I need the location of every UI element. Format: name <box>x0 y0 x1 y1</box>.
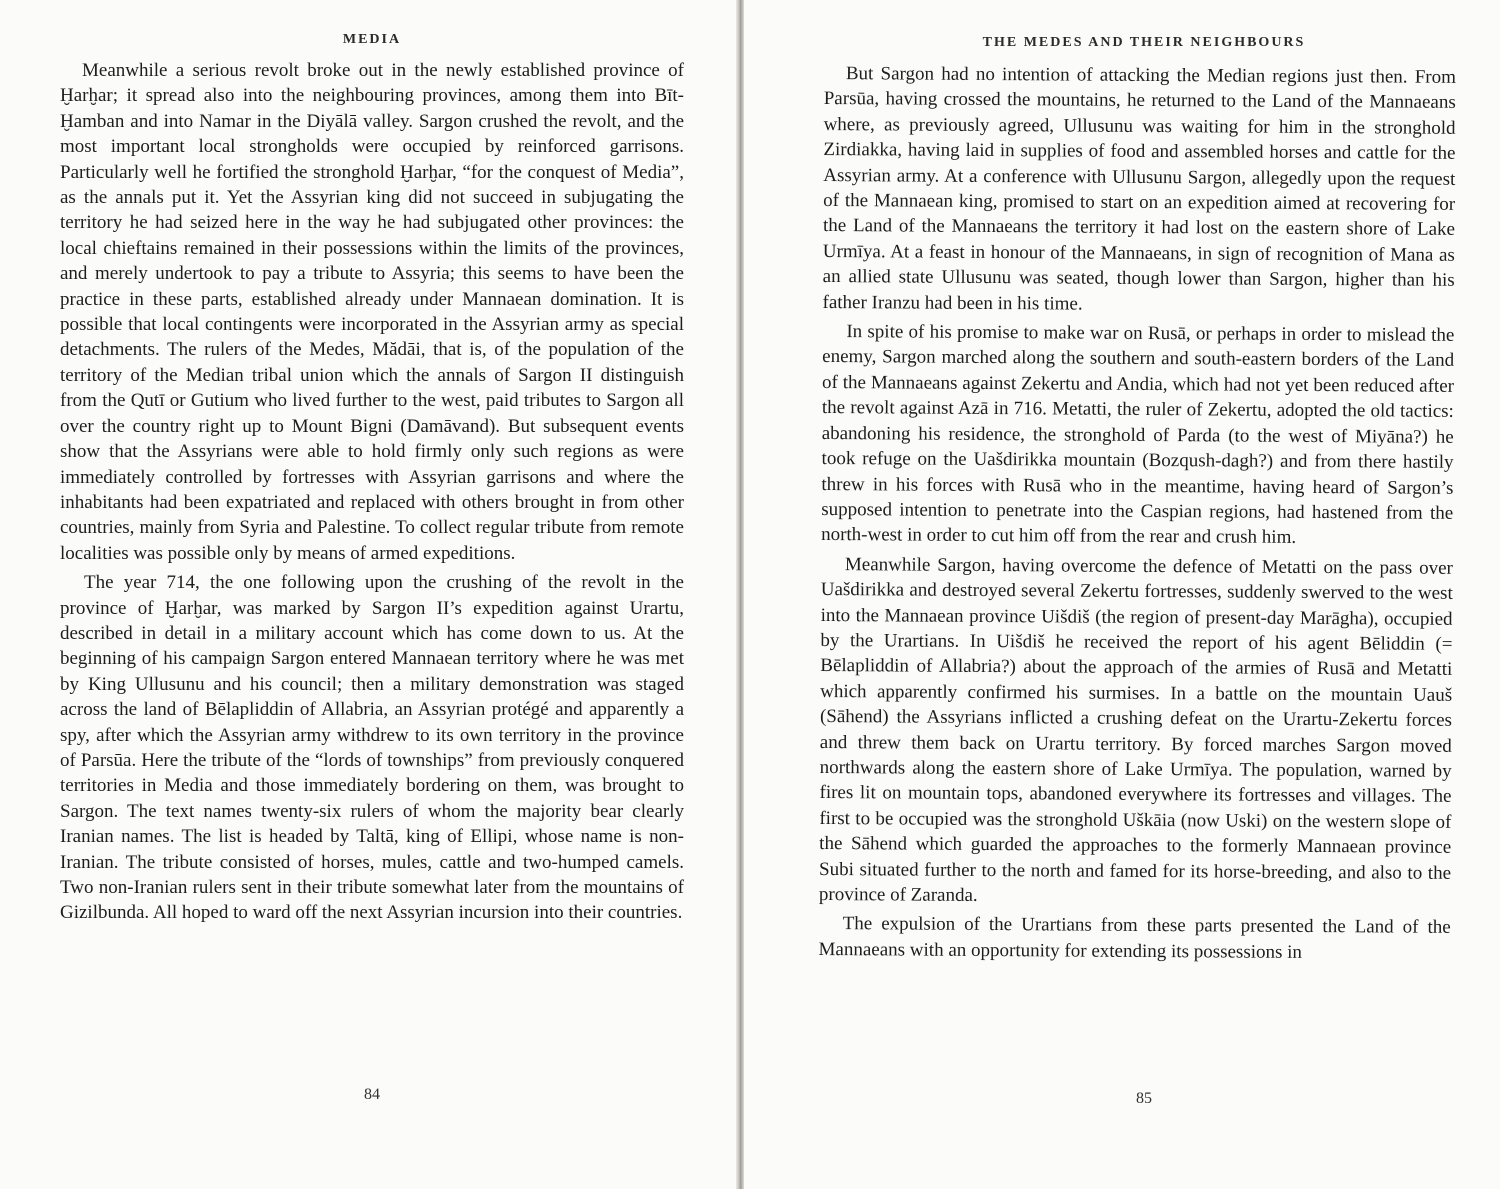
paragraph: Meanwhile Sargon, having overcome the defence of Metatti on the pass over Uašdirikka and destroyed several Zekertu fortresses, suddenly swerved to the west into the Mannaean province Uišdiš (the region of present-day Marāgha), occupied by the Urartians. In Uišdiš he received the report of his agent Bēliddin (= Bēlapliddin of Allabria?) about the approach of the armies of Rusā and Metatti which apparently confirmed his surmises. In a battle on the mountain Uauš (Sāhend) the Assyrians inflicted a crushing defeat on the Urartu-Zekertu forces and threw them back on Urartu territory. By forced marches Sargon moved northwards along the eastern shore of Lake Urmīya. The population, warned by fires lit on mountain tops, abandoned everywhere its fortresses and villages. The first to be occupied was the stronghold Uškāia (now Uski) on the western slope of the Sāhend which guarded the approaches to the formerly Mannaean province Subi situated further to the north and famed for its horse-breeding, and also to the province of Zaranda. <box>818 553 1453 906</box>
page-number-right: 85 <box>1136 1090 1152 1107</box>
body-text-left <box>60 58 684 930</box>
paragraph: But Sargon had no intention of attacking the Median regions just then. From Parsūa, having crossed the mountains, he returned to the Land of the Mannaeans where, as previously agreed, Ullusunu was waiting for him in the stronghold Zirdiakka, having laid in supplies of food and assembled horses and cattle for the Assyrian army. At a conference with Ullusunu Sargon, allegedly upon the request of the Mannaean king, promised to start on an expedition aimed at recovering for the Land of the Mannaeans the territory it had lost on the eastern shore of Lake Urmīya. At a feast in honour of the Mannaeans, in sign of recognition of Mana as an allied state Ullusunu was seated, though lower than Sargon, higher than his father Iranzu had been in his time. <box>822 63 1456 315</box>
running-header-left: MEDIA <box>342 32 402 47</box>
right-page <box>744 0 1500 1189</box>
running-header-right: THE MEDES AND THEIR NEIGHBOURS <box>982 35 1306 50</box>
paragraph: The expulsion of the Urartians from these parts presented the Land of the Mannaeans with an opportunity for extending its possessions in <box>818 913 1451 963</box>
paragraph: Meanwhile a serious revolt broke out in the newly established province of Ḫarḫar; it spread also into the neighbouring provinces, among them into Bīt-Ḫamban and into Namar in the Diyālā valley. Sargon crushed the revolt, and the most important local strongholds were occupied by reinforced garrisons. Particularly well he fortified the stronghold Ḫarḫar, “for the conquest of Media”, as the annals put it. Yet the Assyrian king did not succeed in subjugating the territory he had seized here in the way he had subjugated other provinces: the local chieftains remained in their possessions within the limits of the provinces, and merely undertook to pay a tribute to Assyria; this seems to have been the practice in these parts, established already under Mannaean domination. It is possible that local contingents were incorporated in the Assyrian army as special detachments. The rulers of the Medes, Mădāi, that is, of the population of the territory of the Median tribal union which the annals of Sargon II distinguish from the Qutī or Gutium who lived further to the west, paid tributes to Sargon all over the country right up to Mount Bigni (Damāvand). But subsequent events show that the Assyrians were able to hold firmly only such regions as were immediately controlled by fortresses with Assyrian garrisons and where the inhabitants had been expatriated and replaced with others brought in from other countries, mainly from Syria and Palestine. To collect regular tribute from remote localities was possible only by means of armed expeditions. <box>60 60 684 564</box>
left-page <box>0 0 738 1189</box>
body-text-right <box>818 61 1456 970</box>
paragraph: In spite of his promise to make war on Rusā, or perhaps in order to mislead the enemy, Sargon marched along the southern and south-eastern borders of the Land of the Mannaeans against Zekertu and Andia, which had not yet been reduced after the revolt against Azā in 716. Metatti, the ruler of Zekertu, adopted the old tactics: abandoning his residence, the stronghold of Parda (to the west of Miyāna?) he took refuge on the Uašdirikka mountain (Bozqush-dagh?) and from there hastily threw in his forces with Rusā who in the meantime, having heard of Sargon’s supposed intention to penetrate into the Caspian regions, had hastened from the north-west in order to cut him off from the rear and crush him. <box>821 321 1455 549</box>
book-gutter <box>736 0 744 1189</box>
paragraph: The year 714, the one following upon the crushing of the revolt in the province of Ḫarḫar, was marked by Sargon II’s expedition against Urartu, described in detail in a military account which has come down to us. At the beginning of his campaign Sargon entered Mannaean territory where he was met by King Ullusunu and his council; then a military demonstration was staged across the land of Bēlapliddin of Allabria, an Assyrian protégé and apparently a spy, after which the Assyrian army withdrew to its own territory in the province of Parsūa. Here the tribute of the “lords of townships” from previously conquered territories in Media and those immediately bordering on them, was brought to Sargon. The text names twenty-six rulers of whom the majority bear clearly Iranian names. The list is headed by Taltā, king of Ellipi, whose name is non-Iranian. The tribute consisted of horses, mules, cattle and two-humped camels. Two non-Iranian rulers sent in their tribute somewhat later from the mountains of Gizilbunda. All hoped to ward off the next Assyrian incursion into their countries. <box>60 572 684 924</box>
page-number-left: 84 <box>364 1086 380 1103</box>
